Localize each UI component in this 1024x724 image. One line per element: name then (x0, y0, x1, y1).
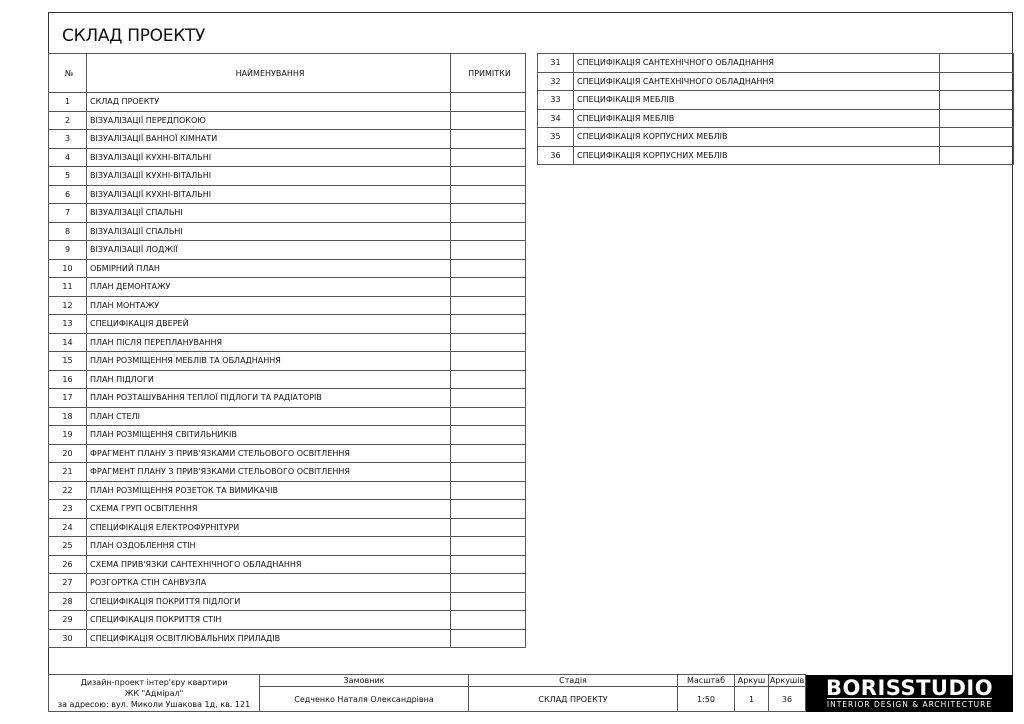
row-number: 11 (49, 278, 87, 297)
row-number: 3 (49, 130, 87, 149)
row-note (451, 222, 526, 241)
table-row (49, 148, 526, 167)
row-name: СПЕЦИФІКАЦІЯ ОСВІТЛЮВАЛЬНИХ ПРИЛАДІВ (87, 629, 451, 648)
table-row (538, 128, 1014, 147)
row-name: ПЛАН СТЕЛІ (87, 407, 451, 426)
row-number: 16 (49, 370, 87, 389)
table-row (49, 574, 526, 593)
row-name: ПЛАН ОЗДОБЛЕННЯ СТІН (87, 537, 451, 556)
row-note (451, 315, 526, 334)
table-row (538, 109, 1014, 128)
table-row (49, 130, 526, 149)
table-row (49, 111, 526, 130)
stage-label: Стадія (468, 674, 678, 687)
row-name: ВІЗУАЛІЗАЦІЇ СПАЛЬНІ (87, 222, 451, 241)
row-number: 22 (49, 481, 87, 500)
row-note (451, 592, 526, 611)
row-note (451, 629, 526, 648)
row-note (451, 296, 526, 315)
row-note (451, 278, 526, 297)
row-note (940, 109, 1014, 128)
row-name: ПЛАН РОЗМІЩЕННЯ МЕБЛІВ ТА ОБЛАДНАННЯ (87, 352, 451, 371)
logo-wordmark: BORISSTUDIO (825, 675, 994, 700)
table-row (49, 204, 526, 223)
row-name: ПЛАН ПІДЛОГИ (87, 370, 451, 389)
table-row (538, 91, 1014, 110)
row-name: ВІЗУАЛІЗАЦІЇ СПАЛЬНІ (87, 204, 451, 223)
row-note (940, 54, 1014, 73)
row-name: ПЛАН РОЗМІЩЕННЯ СВІТИЛЬНИКІВ (87, 426, 451, 445)
row-name: РОЗГОРТКА СТІН САНВУЗЛА (87, 574, 451, 593)
row-note (451, 574, 526, 593)
row-number: 5 (49, 167, 87, 186)
row-number: 10 (49, 259, 87, 278)
table-row (49, 537, 526, 556)
page-title: СКЛАД ПРОЕКТУ (62, 26, 206, 46)
col-note-header: ПРИМІТКИ (451, 54, 526, 93)
row-note (451, 167, 526, 186)
table-row (538, 72, 1014, 91)
sheets-label: Аркушів (769, 676, 805, 685)
row-name: СПЕЦИФІКАЦІЯ МЕБЛІВ (574, 109, 940, 128)
row-number: 14 (49, 333, 87, 352)
row-number: 21 (49, 463, 87, 482)
row-name: СПЕЦИФІКАЦІЯ ПОКРИТТЯ ПІДЛОГИ (87, 592, 451, 611)
logo-tagline: INTERIOR DESIGN & ARCHITECTURE (826, 699, 993, 709)
row-name: СХЕМА ГРУП ОСВІТЛЕННЯ (87, 500, 451, 519)
row-note (451, 148, 526, 167)
row-note (940, 128, 1014, 147)
row-name: ПЛАН ДЕМОНТАЖУ (87, 278, 451, 297)
row-number: 35 (538, 128, 574, 147)
col-name-header: НАЙМЕНУВАННЯ (87, 54, 451, 93)
row-number: 36 (538, 146, 574, 165)
table-row (538, 146, 1014, 165)
contents-table-right (537, 53, 1014, 165)
row-note (451, 611, 526, 630)
row-name: СПЕЦИФІКАЦІЯ КОРПУСНИХ МЕБЛІВ (574, 128, 940, 147)
row-number: 6 (49, 185, 87, 204)
row-name: СХЕМА ПРИВ'ЯЗКИ САНТЕХНІЧНОГО ОБЛАДНАННЯ (87, 555, 451, 574)
row-number: 23 (49, 500, 87, 519)
row-note (451, 259, 526, 278)
row-number: 18 (49, 407, 87, 426)
sheet-value: 1 (734, 686, 769, 712)
row-name: ОБМІРНИЙ ПЛАН (87, 259, 451, 278)
row-note (451, 555, 526, 574)
row-note (451, 204, 526, 223)
table-row (49, 296, 526, 315)
row-note (451, 444, 526, 463)
row-number: 24 (49, 518, 87, 537)
project-line-3: за адресою: вул. Миколи Ушакова 1д, кв. 121 (57, 699, 251, 709)
customer-label: Замовник (259, 674, 469, 687)
row-note (940, 91, 1014, 110)
table-row (49, 389, 526, 408)
row-note (451, 463, 526, 482)
row-note (451, 426, 526, 445)
row-note (451, 500, 526, 519)
sheets-value: 36 (768, 686, 806, 712)
row-number: 34 (538, 109, 574, 128)
row-number: 12 (49, 296, 87, 315)
row-note (451, 537, 526, 556)
project-line-1: Дизайн-проект інтер'єру квартири (80, 677, 228, 687)
table-row (49, 315, 526, 334)
table-row (49, 592, 526, 611)
row-note (451, 518, 526, 537)
row-name: СПЕЦИФІКАЦІЯ МЕБЛІВ (574, 91, 940, 110)
row-number: 30 (49, 629, 87, 648)
project-info (48, 674, 260, 712)
row-name: ВІЗУАЛІЗАЦІЇ КУХНІ-ВІТАЛЬНІ (87, 185, 451, 204)
row-note (451, 185, 526, 204)
table-row (49, 259, 526, 278)
row-name: ВІЗУАЛІЗАЦІЇ КУХНІ-ВІТАЛЬНІ (87, 148, 451, 167)
table-row (49, 93, 526, 112)
row-note (451, 93, 526, 112)
contents-table-left (48, 53, 526, 648)
row-number: 8 (49, 222, 87, 241)
table-header-row (49, 54, 526, 93)
row-name: СПЕЦИФІКАЦІЯ ЕЛЕКТРОФУРНІТУРИ (87, 518, 451, 537)
row-number: 19 (49, 426, 87, 445)
row-note (940, 146, 1014, 165)
table-row (49, 500, 526, 519)
row-note (451, 481, 526, 500)
table-row (49, 278, 526, 297)
row-number: 15 (49, 352, 87, 371)
table-row (49, 167, 526, 186)
row-name: СПЕЦИФІКАЦІЯ САНТЕХНІЧНОГО ОБЛАДНАННЯ (574, 54, 940, 73)
table-row (49, 407, 526, 426)
table-row (49, 463, 526, 482)
row-note (451, 407, 526, 426)
table-row (49, 222, 526, 241)
row-name: ФРАГМЕНТ ПЛАНУ З ПРИВ'ЯЗКАМИ СТЕЛЬОВОГО ОСВІТЛЕННЯ (87, 463, 451, 482)
row-name: ВІЗУАЛІЗАЦІЇ ВАННОЇ КІМНАТИ (87, 130, 451, 149)
row-name: ПЛАН РОЗМІЩЕННЯ РОЗЕТОК ТА ВИМИКАЧІВ (87, 481, 451, 500)
row-name: ВІЗУАЛІЗАЦІЇ ЛОДЖІЇ (87, 241, 451, 260)
scale-value: 1:50 (677, 686, 735, 712)
scale-label: Масштаб (677, 674, 735, 687)
row-name: СПЕЦИФІКАЦІЯ ПОКРИТТЯ СТІН (87, 611, 451, 630)
row-number: 17 (49, 389, 87, 408)
row-number: 27 (49, 574, 87, 593)
sheet-label: Аркуш (734, 674, 769, 687)
table-row (49, 185, 526, 204)
table-row (538, 54, 1014, 73)
row-name: ВІЗУАЛІЗАЦІЇ ПЕРЕДПОКОЮ (87, 111, 451, 130)
row-note (451, 352, 526, 371)
row-number: 13 (49, 315, 87, 334)
stage-value: СКЛАД ПРОЕКТУ (468, 686, 678, 712)
table-row (49, 352, 526, 371)
table-row (49, 629, 526, 648)
row-number: 26 (49, 555, 87, 574)
table-row (49, 555, 526, 574)
row-name: СПЕЦИФІКАЦІЯ САНТЕХНІЧНОГО ОБЛАДНАННЯ (574, 72, 940, 91)
row-note (451, 370, 526, 389)
row-note (451, 389, 526, 408)
row-number: 9 (49, 241, 87, 260)
row-number: 31 (538, 54, 574, 73)
table-row (49, 611, 526, 630)
studio-logo (806, 675, 1013, 712)
table-row (49, 444, 526, 463)
row-number: 28 (49, 592, 87, 611)
row-note (451, 130, 526, 149)
row-note (451, 241, 526, 260)
row-name: ПЛАН РОЗТАШУВАННЯ ТЕПЛОЇ ПІДЛОГИ ТА РАДІАТОРІВ (87, 389, 451, 408)
project-line-2: ЖК "Адмірал" (124, 688, 184, 698)
row-number: 29 (49, 611, 87, 630)
row-number: 33 (538, 91, 574, 110)
customer-value: Седченко Наталя Олександрівна (259, 686, 469, 712)
col-number-header: № (49, 54, 87, 93)
row-name: ВІЗУАЛІЗАЦІЇ КУХНІ-ВІТАЛЬНІ (87, 167, 451, 186)
table-row (49, 370, 526, 389)
row-number: 25 (49, 537, 87, 556)
table-row (49, 481, 526, 500)
table-row (49, 241, 526, 260)
row-note (451, 333, 526, 352)
row-name: СПЕЦИФІКАЦІЯ ДВЕРЕЙ (87, 315, 451, 334)
row-name: ПЛАН ПІСЛЯ ПЕРЕПЛАНУВАННЯ (87, 333, 451, 352)
row-name: СПЕЦИФІКАЦІЯ КОРПУСНИХ МЕБЛІВ (574, 146, 940, 165)
row-name: СКЛАД ПРОЕКТУ (87, 93, 451, 112)
table-row (49, 426, 526, 445)
row-number: 4 (49, 148, 87, 167)
row-number: 20 (49, 444, 87, 463)
row-note (451, 111, 526, 130)
row-name: ФРАГМЕНТ ПЛАНУ З ПРИВ'ЯЗКАМИ СТЕЛЬОВОГО ОСВІТЛЕННЯ (87, 444, 451, 463)
row-number: 7 (49, 204, 87, 223)
table-row (49, 518, 526, 537)
table-row (49, 333, 526, 352)
row-number: 1 (49, 93, 87, 112)
row-note (940, 72, 1014, 91)
row-number: 32 (538, 72, 574, 91)
row-number: 2 (49, 111, 87, 130)
row-name: ПЛАН МОНТАЖУ (87, 296, 451, 315)
